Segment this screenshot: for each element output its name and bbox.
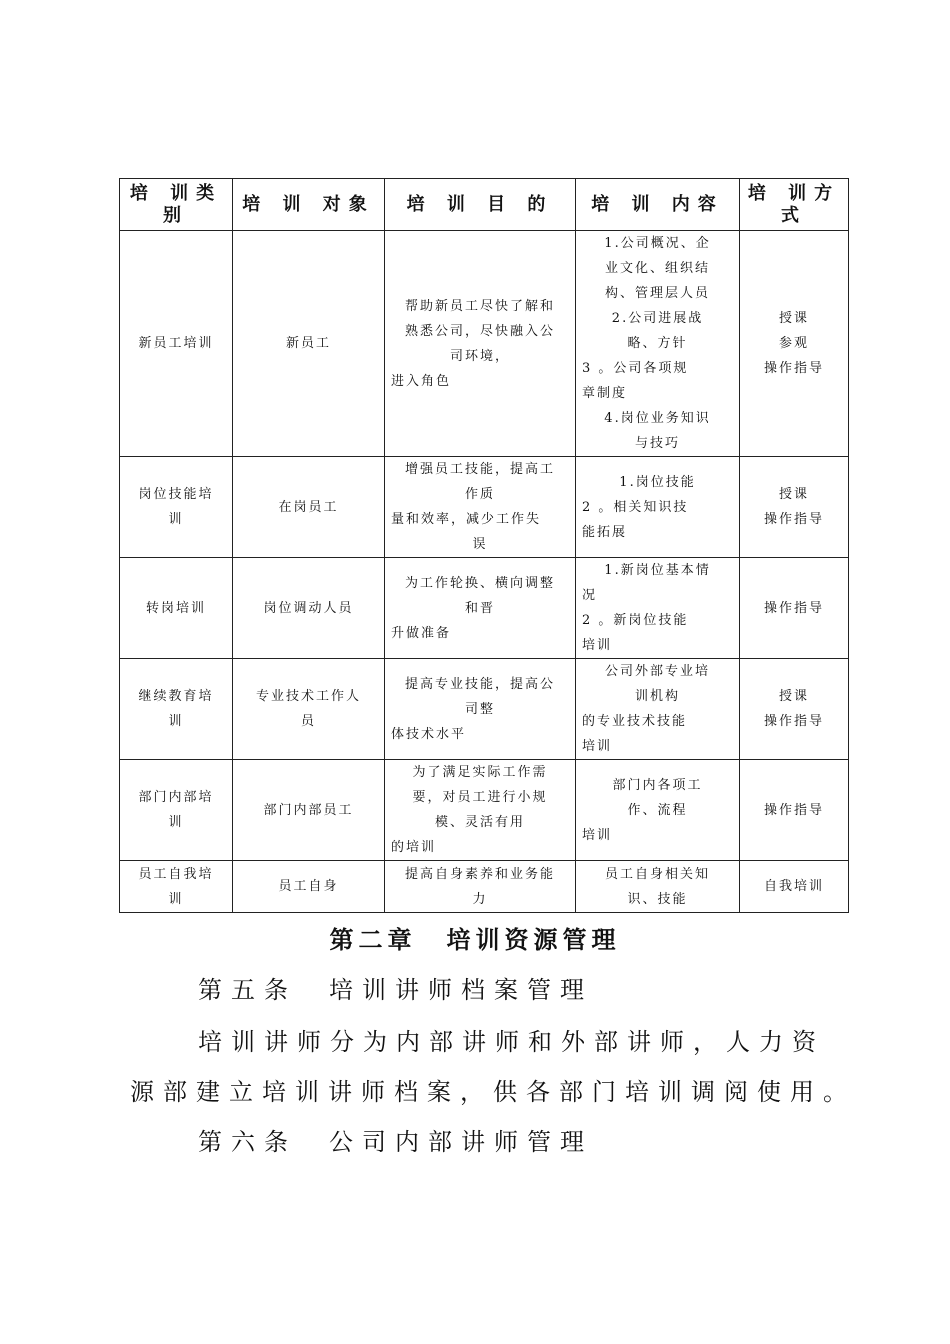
cell-purpose xyxy=(385,457,576,558)
header-text-line: 培 训 xyxy=(129,182,197,204)
table-row xyxy=(120,457,849,558)
article-5-number: 第五条 xyxy=(198,976,297,1004)
cell-text-line: 部门内部培 xyxy=(138,790,214,805)
header-text-line: 培 训 对 xyxy=(242,193,349,215)
article-5-heading xyxy=(198,970,593,1005)
cell-text-line: 量和效率，减少工作失 xyxy=(391,512,542,527)
header-text-line: 培 训 目 的 xyxy=(406,193,554,215)
cell-category xyxy=(120,760,233,861)
cell-text-line: 作、流程 xyxy=(627,802,688,818)
table-header-row xyxy=(120,179,849,231)
cell-text-line: 司环境， xyxy=(449,348,510,364)
cell-category xyxy=(120,457,233,558)
cell-text-line: 训 xyxy=(168,512,184,527)
cell-text-line: 作质 xyxy=(464,487,495,502)
cell-text-line: 和晋 xyxy=(464,600,495,616)
cell-text-line: 参观 xyxy=(778,336,809,351)
cell-text-line: 1.公司概况、企 xyxy=(604,236,711,251)
paragraph-line-1: 培训讲师分为内部讲师和外部讲师，人力资 xyxy=(198,1028,825,1056)
cell-content xyxy=(576,231,740,457)
cell-purpose xyxy=(385,659,576,760)
cell-text-line: 章制度 xyxy=(582,386,628,401)
cell-text-line: 体技术水平 xyxy=(391,726,467,742)
cell-purpose xyxy=(385,760,576,861)
cell-text-line: 2 。相关知识技 xyxy=(582,499,689,515)
cell-category xyxy=(120,231,233,457)
cell-text-line: 力 xyxy=(472,891,488,907)
cell-category xyxy=(120,558,233,659)
cell-method xyxy=(740,457,849,558)
cell-text-line: 专业技术工作人 xyxy=(255,689,361,704)
header-text-line: 容 xyxy=(697,193,724,215)
cell-text-line: 要，对员工进行小规 xyxy=(412,790,548,805)
header-text-line: 象 xyxy=(348,193,375,215)
cell-text-line: 新员工 xyxy=(285,336,331,351)
cell-text-line: 增强员工技能，提高工 xyxy=(404,462,555,477)
cell-target xyxy=(233,760,385,861)
cell-text-line: 公司外部专业培 xyxy=(604,664,710,679)
cell-text-line: 3 。公司各项规 xyxy=(582,361,689,376)
table-row xyxy=(120,231,849,457)
table-row xyxy=(120,861,849,913)
header-target xyxy=(233,179,385,231)
cell-text-line: 操作指导 xyxy=(763,600,824,616)
cell-text-line: 误 xyxy=(472,537,488,552)
header-text-line: 类 别 xyxy=(163,182,223,226)
cell-text-line: 提高自身素养和业务能 xyxy=(404,866,555,882)
table-row xyxy=(120,558,849,659)
cell-text-line: 构、管理层人员 xyxy=(604,286,710,301)
cell-text-line: 与技巧 xyxy=(634,436,680,451)
cell-text-line: 识、技能 xyxy=(627,891,688,907)
header-purpose xyxy=(385,179,576,231)
header-text-line: 培 训 xyxy=(747,182,815,204)
cell-text-line: 操作指导 xyxy=(763,361,824,376)
article-6-number: 第六条 xyxy=(198,1128,297,1156)
cell-text-line: 员工自身相关知 xyxy=(604,866,710,882)
cell-text-line: 训机构 xyxy=(634,689,680,704)
cell-text-line: 自我培训 xyxy=(763,879,824,894)
cell-text-line: 帮助新员工尽快了解和 xyxy=(404,298,555,314)
cell-text-line: 4.岗位业务知识 xyxy=(604,411,711,426)
header-content xyxy=(576,179,740,231)
cell-target xyxy=(233,659,385,760)
cell-text-line: 转岗培训 xyxy=(145,600,206,616)
cell-text-line: 员工自身 xyxy=(278,879,339,894)
chapter-number: 第二章 xyxy=(329,926,417,954)
cell-method xyxy=(740,861,849,913)
cell-text-line: 操作指导 xyxy=(763,714,824,729)
cell-text-line: 略、方针 xyxy=(627,336,688,351)
cell-text-line: 在岗员工 xyxy=(278,499,339,515)
cell-text-line: 培训 xyxy=(582,827,613,843)
cell-text-line: 况 xyxy=(582,588,598,603)
cell-text-line: 操作指导 xyxy=(763,802,824,818)
cell-text-line: 为工作轮换、横向调整 xyxy=(404,575,555,591)
article-6-heading xyxy=(198,1122,593,1157)
cell-text-line: 模、灵活有用 xyxy=(434,815,525,830)
cell-content xyxy=(576,558,740,659)
cell-text-line: 新员工培训 xyxy=(138,336,214,351)
cell-text-line: 授课 xyxy=(778,487,809,502)
table-row xyxy=(120,659,849,760)
cell-text-line: 继续教育培 xyxy=(138,689,214,704)
cell-method xyxy=(740,231,849,457)
cell-target xyxy=(233,231,385,457)
cell-purpose xyxy=(385,861,576,913)
table-row xyxy=(120,760,849,861)
cell-text-line: 授课 xyxy=(778,311,809,326)
cell-text-line: 熟悉公司，尽快融入公 xyxy=(404,323,555,339)
cell-category xyxy=(120,861,233,913)
cell-text-line: 员工自我培 xyxy=(138,866,214,882)
cell-text-line: 2.公司进展战 xyxy=(611,311,704,326)
cell-method xyxy=(740,558,849,659)
cell-text-line: 提高专业技能，提高公 xyxy=(404,676,555,692)
cell-text-line: 为了满足实际工作需 xyxy=(412,765,548,780)
cell-target xyxy=(233,558,385,659)
cell-content xyxy=(576,457,740,558)
cell-text-line: 的专业技术技能 xyxy=(582,714,688,729)
cell-purpose xyxy=(385,558,576,659)
cell-target xyxy=(233,861,385,913)
chapter-title: 培训资源管理 xyxy=(446,926,621,954)
cell-text-line: 的培训 xyxy=(391,840,437,855)
cell-text-line: 授课 xyxy=(778,689,809,704)
chapter-heading xyxy=(0,920,950,955)
cell-category xyxy=(120,659,233,760)
cell-text-line: 司整 xyxy=(464,701,495,717)
cell-content xyxy=(576,861,740,913)
cell-text-line: 岗位调动人员 xyxy=(263,600,354,616)
cell-content xyxy=(576,760,740,861)
cell-text-line: 训 xyxy=(168,815,184,830)
cell-text-line: 1.岗位技能 xyxy=(619,474,696,490)
cell-target xyxy=(233,457,385,558)
cell-text-line: 训 xyxy=(168,714,184,729)
header-text-line: 培 训 内 xyxy=(591,193,698,215)
cell-text-line: 能拓展 xyxy=(582,524,628,540)
article-6-title: 公司内部讲师管理 xyxy=(329,1128,593,1156)
paragraph-line-2: 源部建立培训讲师档案，供各部门培训调阅使用。 xyxy=(130,1078,856,1106)
cell-text-line: 岗位技能培 xyxy=(138,487,214,502)
cell-text-line: 部门内各项工 xyxy=(612,777,703,793)
cell-text-line: 升做准备 xyxy=(391,625,452,641)
cell-text-line: 进入角色 xyxy=(391,373,452,389)
cell-text-line: 操作指导 xyxy=(763,512,824,527)
cell-method xyxy=(740,760,849,861)
cell-text-line: 训 xyxy=(168,891,184,907)
cell-text-line: 2 。新岗位技能 xyxy=(582,613,689,628)
header-text-line: 方 式 xyxy=(781,182,841,226)
header-method xyxy=(740,179,849,231)
article-5-title: 培训讲师档案管理 xyxy=(329,976,593,1004)
cell-content xyxy=(576,659,740,760)
cell-text-line: 培训 xyxy=(582,638,613,653)
cell-method xyxy=(740,659,849,760)
training-table xyxy=(119,178,849,913)
cell-text-line: 员 xyxy=(300,714,316,729)
cell-text-line: 部门内部员工 xyxy=(263,802,354,818)
cell-text-line: 培训 xyxy=(582,739,613,754)
header-category xyxy=(120,179,233,231)
cell-text-line: 1.新岗位基本情 xyxy=(604,563,711,578)
cell-text-line: 业文化、组织结 xyxy=(604,261,710,276)
cell-purpose xyxy=(385,231,576,457)
